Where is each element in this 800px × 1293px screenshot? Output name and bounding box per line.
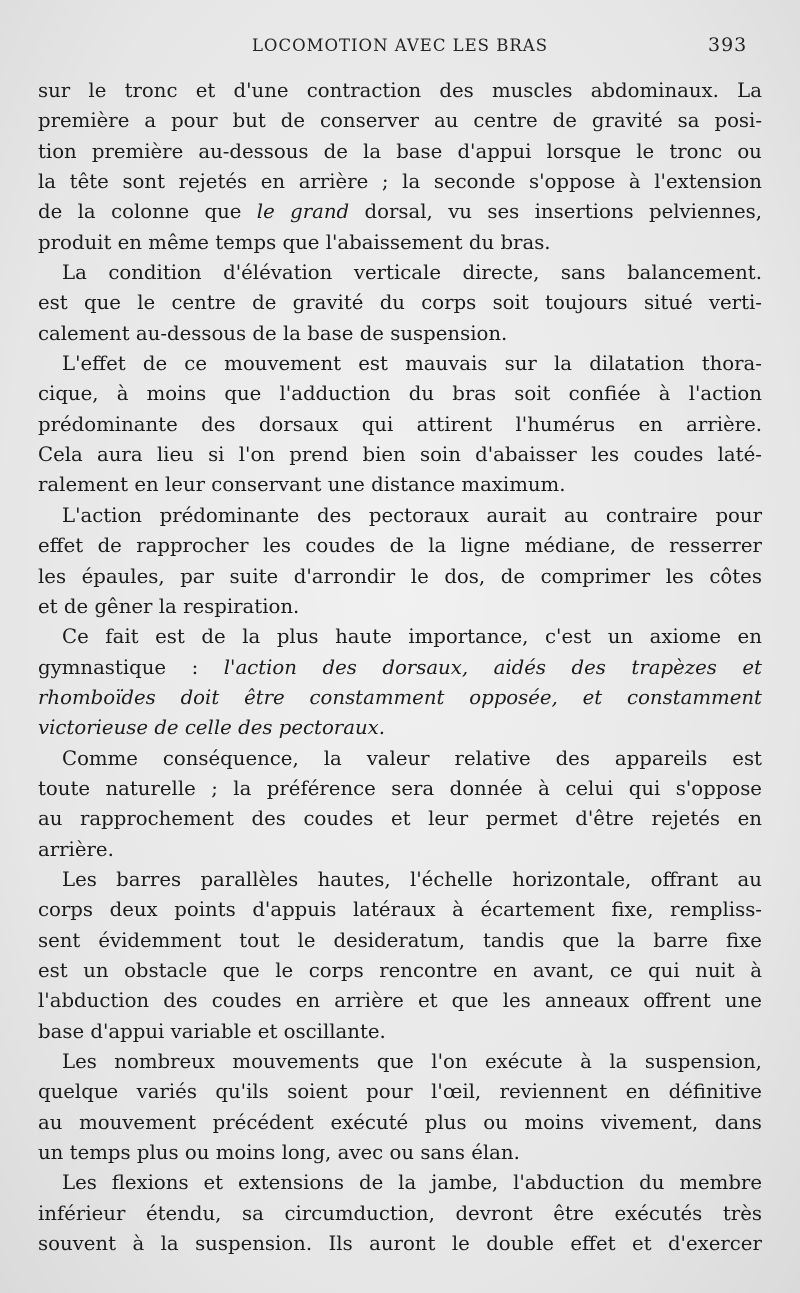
text-line: L'effet de ce mouvement est mauvais sur la dilatation thora- <box>62 352 762 376</box>
text-line: au mouvement précédent exécuté plus ou moins vivement, dans <box>38 1110 762 1134</box>
text-line: l'abduction des coudes en arrière et que les anneaux offrent une <box>38 989 762 1013</box>
text-line: tion première au-dessous de la base d'appui lorsque le tronc ou <box>38 139 762 163</box>
text-line: est que le centre de gravité du corps soit toujours situé verti- <box>38 291 762 315</box>
text-line: La condition d'élévation verticale directe, sans balancement. <box>62 261 762 285</box>
text-line: produit en même temps que l'abaissement du bras. <box>38 230 551 254</box>
text-line: Comme conséquence, la valeur relative des appareils est <box>62 746 762 770</box>
text-line: première a pour but de conserver au centre de gravité sa posi- <box>38 109 762 133</box>
text-line: Les nombreux mouvements que l'on exécute à la suspension, <box>62 1050 762 1073</box>
text-line: Les flexions et extensions de la jambe, l'abduction du membre <box>62 1171 762 1195</box>
text-line: sent évidemment tout le desideratum, tandis que la barre fixe <box>38 928 762 952</box>
text-line: Les barres parallèles hautes, l'échelle horizontale, offrant au <box>62 867 762 891</box>
text-line: rhomboïdes doit être constamment opposée, et constamment <box>38 685 762 709</box>
text-line: Ce fait est de la plus haute importance, c'est un axiome en <box>62 625 762 649</box>
text-line: les épaules, par suite d'arrondir le dos, de comprimer les côtes <box>38 564 762 588</box>
text-line: base d'appui variable et oscillante. <box>38 1019 386 1043</box>
text-line: effet de rapprocher les coudes de la ligne médiane, de resserrer <box>38 534 762 558</box>
text-line: gymnastique : l'action des dorsaux, aidés des trapèzes et <box>38 655 762 679</box>
text-line: L'action prédominante des pectoraux aurait au contraire pour <box>62 503 762 527</box>
body-text <box>38 76 762 1259</box>
text-line: victorieuse de celle des pectoraux. <box>38 716 385 740</box>
text-line: sur le tronc et d'une contraction des muscles abdominaux. La <box>38 79 762 102</box>
text-line: cique, à moins que l'adduction du bras soit confiée à l'action <box>38 382 762 406</box>
text-line: prédominante des dorsaux qui attirent l'humérus en arrière. <box>38 412 762 436</box>
text-line: quelque variés qu'ils soient pour l'œil, reviennent en définitive <box>38 1080 762 1104</box>
text-line: inférieur étendu, sa circumduction, devront être exécutés très <box>38 1201 762 1225</box>
text-line: Cela aura lieu si l'on prend bien soin d'abaisser les coudes laté- <box>38 443 762 467</box>
text-line: arrière. <box>38 837 114 861</box>
text-line: de la colonne que le grand dorsal, vu ses insertions pelviennes, <box>38 200 762 224</box>
text-line: est un obstacle que le corps rencontre en avant, ce qui nuit à <box>38 958 762 982</box>
text-line: ralement en leur conservant une distance maximum. <box>38 473 566 497</box>
text-line: corps deux points d'appuis latéraux à écartement fixe, rempliss- <box>38 898 762 922</box>
running-title: LOCOMOTION AVEC LES BRAS <box>251 36 549 55</box>
text-line: un temps plus ou moins long, avec ou sans élan. <box>38 1141 520 1165</box>
text-line: toute naturelle ; la préférence sera donnée à celui qui s'oppose <box>38 776 762 800</box>
text-line: souvent à la suspension. Ils auront le double effet et d'exercer <box>38 1232 762 1256</box>
text-line: calement au-dessous de la base de suspension. <box>38 321 508 345</box>
text-line: la tête sont rejetés en arrière ; la seconde s'oppose à l'extension <box>38 170 762 194</box>
page-number: 393 <box>708 34 748 56</box>
text-line: au rapprochement des coudes et leur permet d'être rejetés en <box>38 807 762 831</box>
text-line: et de gêner la respiration. <box>38 594 300 618</box>
